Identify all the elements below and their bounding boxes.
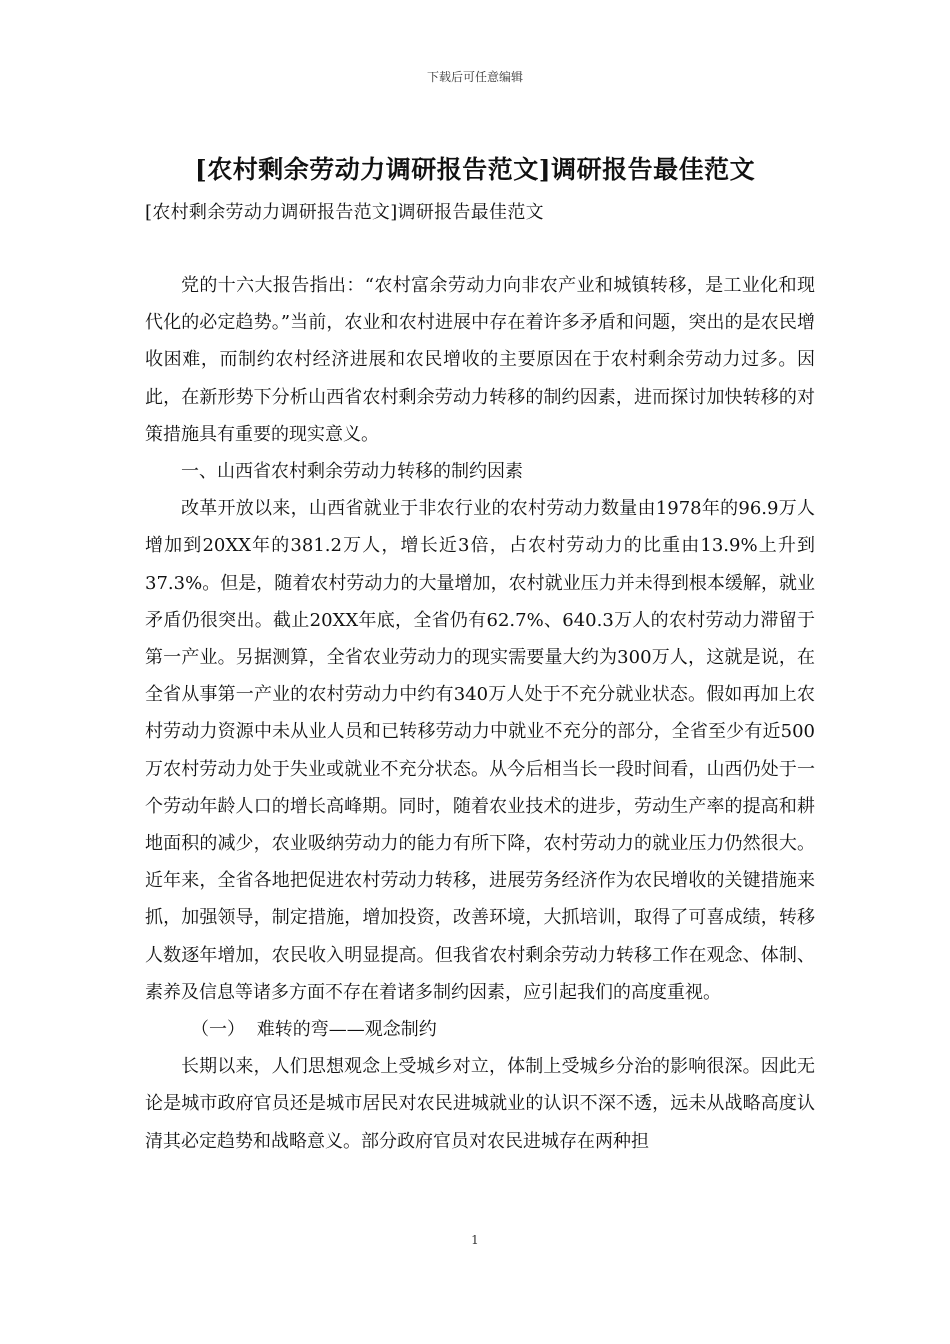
paragraph-3: 长期以来，人们思想观念上受城乡对立，体制上受城乡分治的影响很深。因此无论是城市政府官员还是城市居民对农民进城就业的认识不深不透，远未从战略高度认清其必定趋势和战略意义。部分政府官员对农民进城存在两种担 bbox=[145, 1056, 815, 1152]
document-body bbox=[145, 267, 815, 1160]
page-subtitle: [农村剩余劳动力调研报告范文]调研报告最佳范文 bbox=[145, 202, 544, 223]
page-number: 1 bbox=[471, 1233, 479, 1247]
paragraph-intro: 党的十六大报告指出：“农村富余劳动力向非农产业和城镇转移，是工业化和现代化的必定趋势。”当前，农业和农村进展中存在着许多矛盾和问题，突出的是农民增收困难，而制约农村经济进展和农民增收的主要原因在于农村剩余劳动力过多。因此，在新形势下分析山西省农村剩余劳动力转移的制约因素，进而探讨加快转移的对策措施具有重要的现实意义。 bbox=[145, 275, 815, 445]
section-heading-1: 一、山西省农村剩余劳动力转移的制约因素 bbox=[181, 461, 523, 483]
paragraph-2: 改革开放以来，山西省就业于非农行业的农村劳动力数量由1978年的96.9万人增加到20XX年的381.2万人，增长近3倍，占农村劳动力的比重由13.9%上升到37.3%。但是，随着农村劳动力的大量增加，农村就业压力并未得到根本缓解，就业矛盾仍很突出。截止20XX年底，全省仍有62.7%、640.3万人的农村劳动力滞留于第一产业。另据测算，全省农业劳动力的现实需要量大约为300万人，这就是说，在全省从事第一产业的农村劳动力中约有340万人处于不充分就业状态。假如再加上农村劳动力资源中未从业人员和已转移劳动力中就业不充分的部分，全省至少有近500万农村劳动力处于失业或就业不充分状态。从今后相当长一段时间看，山西仍处于一个劳动年龄人口的增长高峰期。同时，随着农业技术的进步，劳动生产率的提高和耕地面积的减少，农业吸纳劳动力的能力有所下降，农村劳动力的就业压力仍然很大。近年来，全省各地把促进农村劳动力转移，进展劳务经济作为农民增收的关键措施来抓，加强领导，制定措施，增加投资，改善环境，大抓培训，取得了可喜成绩，转移人数逐年增加，农民收入明显提高。但我省农村剩余劳动力转移工作在观念、体制、素养及信息等诸多方面不存在着诸多制约因素，应引起我们的高度重视。 bbox=[145, 498, 815, 1003]
page-title: [农村剩余劳动力调研报告范文]调研报告最佳范文 bbox=[194, 155, 756, 184]
subsection-heading-1: （一） 难转的弯——观念制约 bbox=[191, 1019, 437, 1041]
header-note: 下载后可任意编辑 bbox=[426, 70, 523, 84]
